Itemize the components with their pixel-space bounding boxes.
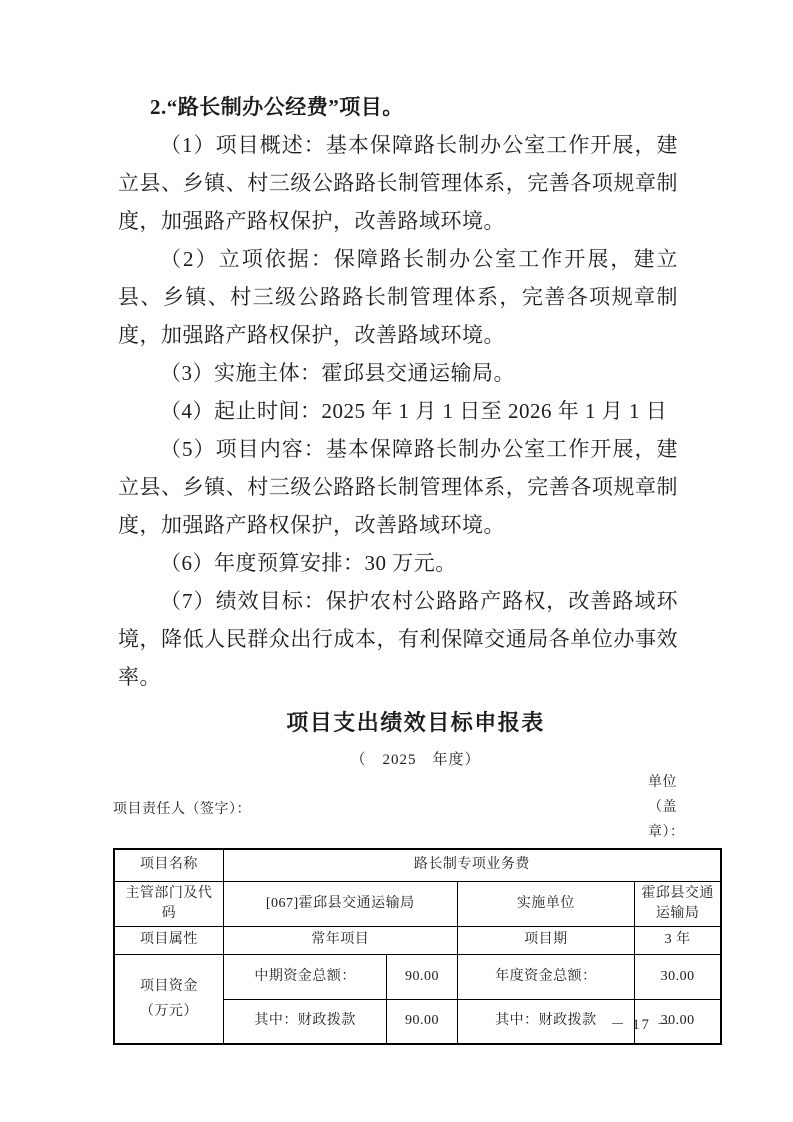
seal-label: 单位（盖章）：: [648, 775, 685, 840]
midterm-total-label: 中期资金总额：: [223, 954, 387, 999]
midterm-total-value: 90.00: [387, 954, 457, 999]
midterm-fiscal-label: 其中：财政拨款: [223, 999, 387, 1044]
body-paragraph: （2）立项依据：保障路长制办公室工作开展，建立县、乡镇、村三级公路路长制管理体系，完善各项规章制度，加强路产路权保护，改善路域环境。: [118, 247, 678, 347]
dept-value: [067]霍邱县交通运输局: [223, 881, 457, 926]
section-heading: 2.“路长制办公经费”项目。: [150, 95, 404, 119]
annual-fiscal-value: 30.00: [635, 999, 721, 1044]
form-year-line: （ 2025 年度）: [350, 752, 481, 768]
signer-label: 项目责任人（签字）：: [113, 801, 251, 817]
annual-fiscal-label: 其中：财政拨款: [457, 999, 635, 1044]
period-label: 项目期: [457, 926, 635, 954]
attr-label: 项目属性: [114, 926, 223, 954]
body-paragraph: （5）项目内容：基本保障路长制办公室工作开展，建立县、乡镇、村三级公路路长制管理体系，完善各项规章制度，加强路产路权保护，改善路域环境。: [118, 437, 678, 537]
form-title: 项目支出绩效目标申报表: [286, 710, 545, 735]
impl-unit-value: 霍邱县交通运输局: [635, 881, 721, 926]
body-paragraph: （6）年度预算安排：30 万元。: [160, 551, 457, 575]
dept-label: 主管部门及代码: [114, 881, 223, 926]
body-text: [118, 88, 678, 696]
impl-unit-label: 实施单位: [457, 881, 635, 926]
body-paragraph: （3）实施主体：霍邱县交通运输局。: [160, 361, 515, 385]
funds-label-line2: （万元）: [139, 1003, 198, 1019]
attr-value: 常年项目: [223, 926, 457, 954]
annual-total-label: 年度资金总额：: [457, 954, 635, 999]
midterm-fiscal-value: 90.00: [387, 999, 457, 1044]
annual-total-value: 30.00: [635, 954, 721, 999]
body-paragraph: （4）起止时间：2025 年 1 月 1 日至 2026 年 1 月 1 日: [160, 399, 668, 423]
body-paragraph: （7）绩效目标：保护农村公路路产路权，改善路域环境，降低人民群众出行成本，有利保障交通局各单位办事效率。: [118, 589, 678, 689]
funds-label-line1: 项目资金: [139, 978, 198, 994]
period-value: 3 年: [635, 926, 721, 954]
signature-row: [113, 770, 718, 845]
project-name-label: 项目名称: [114, 849, 223, 881]
page-number: － 17 －: [610, 1017, 673, 1033]
funds-label: [114, 954, 223, 1044]
project-name-value: 路长制专项业务费: [223, 849, 721, 881]
body-paragraph: （1）项目概述：基本保障路长制办公室工作开展，建立县、乡镇、村三级公路路长制管理体系，完善各项规章制度，加强路产路权保护，改善路域环境。: [118, 133, 678, 233]
